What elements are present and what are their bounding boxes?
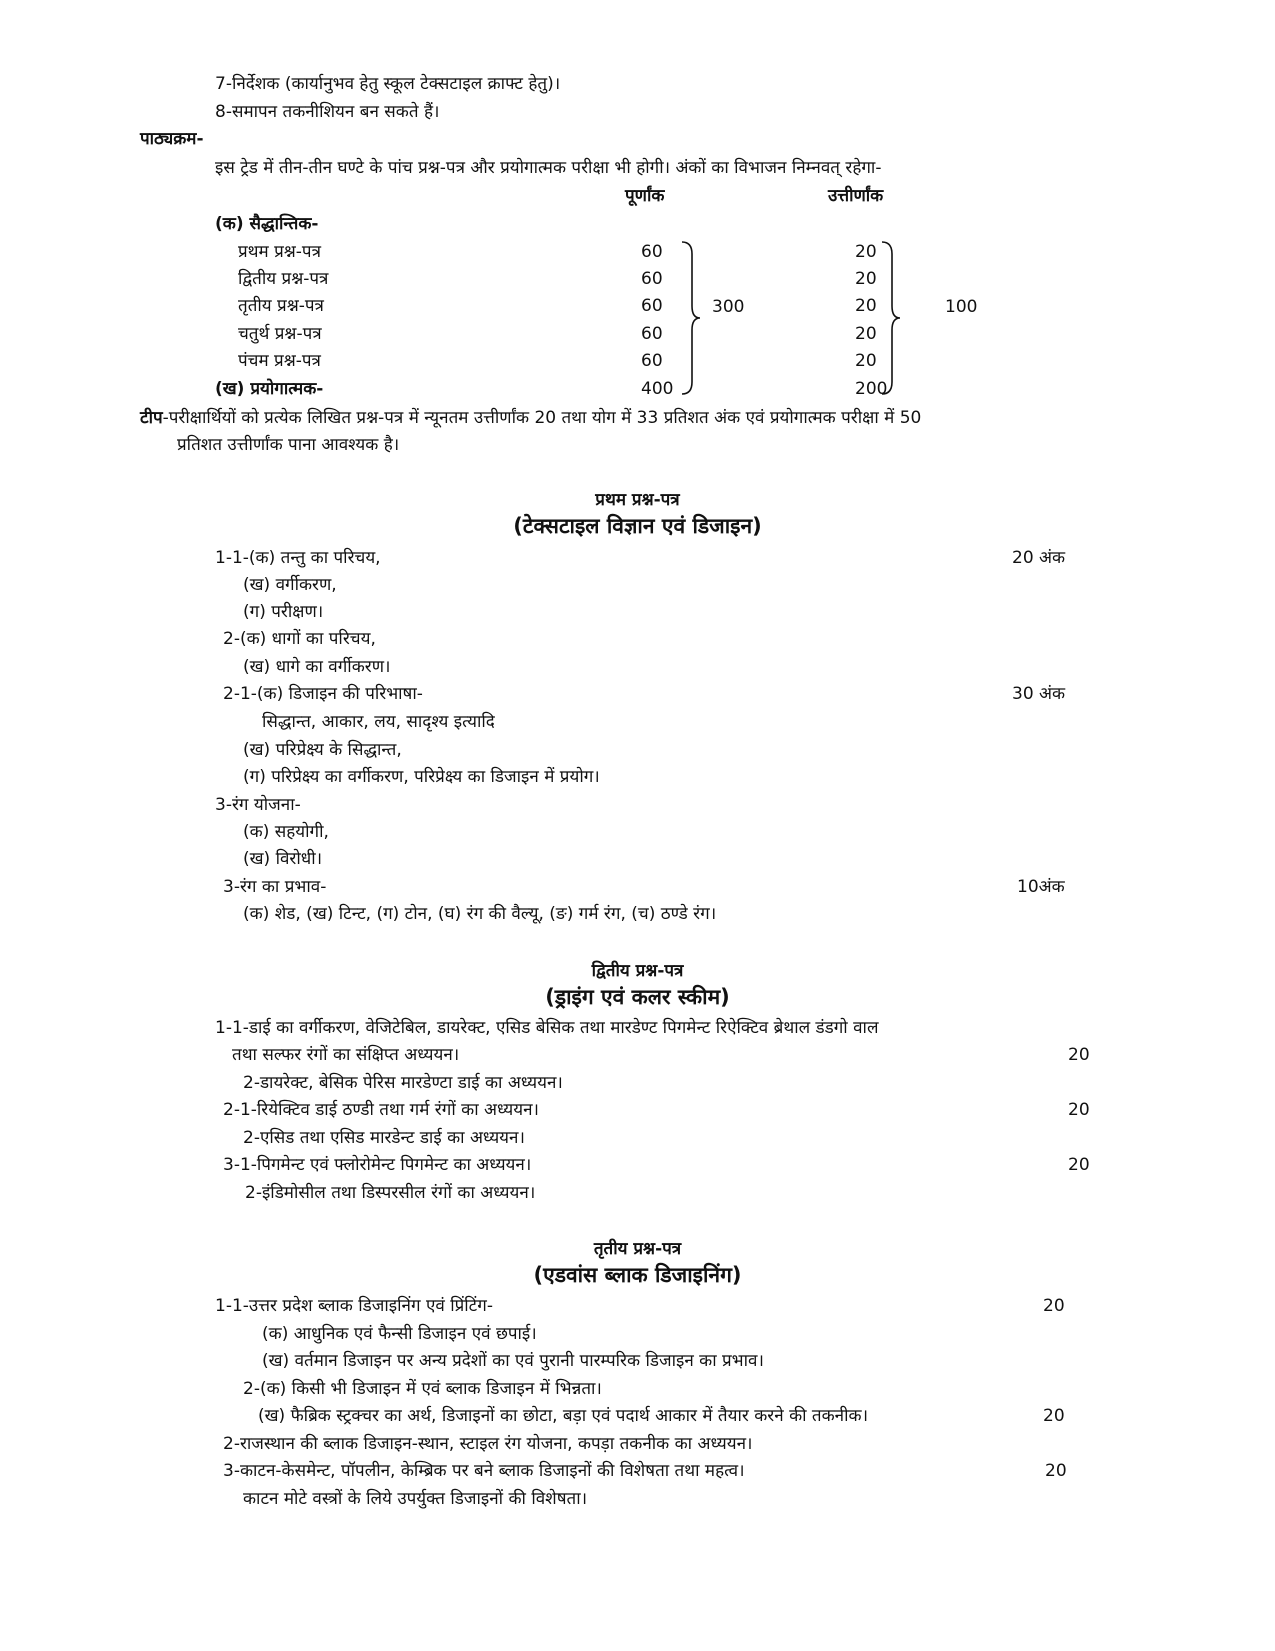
paper-3-line: (ख) वर्तमान डिजाइन पर अन्य प्रदेशों का एवं पुरानी पारम्परिक डिजाइन का प्रभाव।	[262, 1351, 764, 1371]
paper-row-pass: 20	[855, 242, 877, 262]
paper-row-name: तृतीय प्रश्न-पत्र	[238, 296, 324, 316]
practical-label: (ख) प्रयोगात्मक-	[215, 379, 324, 399]
theory-total-full: 300	[712, 297, 745, 317]
paper-1-marks: 30 अंक	[1012, 684, 1066, 704]
paper-1-line: सिद्धान्त, आकार, लय, सादृश्य इत्यादि	[262, 712, 495, 732]
paper-row-pass: 20	[855, 296, 877, 316]
paper-1-line: 2-1-(क) डिजाइन की परिभाषा-	[223, 684, 423, 704]
theory-full-brace	[680, 240, 702, 396]
note-line-1	[140, 406, 921, 430]
intro-line-7: 7-निर्देशक (कार्यानुभव हेतु स्कूल टेक्सटाइल क्राफ्ट हेतु)।	[215, 74, 561, 94]
intro-line-8: 8-समापन तकनीशियन बन सकते हैं।	[215, 102, 440, 122]
paper-1-line: 3-रंग का प्रभाव-	[223, 877, 327, 897]
paper-1-subtitle: (टेक्सटाइल विज्ञान एवं डिजाइन)	[513, 514, 762, 538]
paper-3-line: (ख) फैब्रिक स्ट्रक्चर का अर्थ, डिजाइनों का छोटा, बड़ा एवं पदार्थ आकार में तैयार करने की तकनीक।	[258, 1406, 869, 1426]
paper-1-line: (ग) परीक्षण।	[243, 602, 324, 622]
paper-3-line: 3-काटन-केसमेन्ट, पॉपलीन, केम्ब्रिक पर बने ब्लाक डिजाइनों की विशेषता तथा महत्व।	[223, 1461, 745, 1481]
syllabus-description: इस ट्रेड में तीन-तीन घण्टे के पांच प्रश्न-पत्र और प्रयोगात्मक परीक्षा भी होगी। अंकों का विभाजन निम्नवत् रहेगा-	[215, 158, 882, 178]
paper-2-line: 2-डायरेक्ट, बेसिक पेरिस मारडेण्टा डाई का अध्ययन।	[243, 1073, 563, 1093]
paper-3-marks: 20	[1043, 1296, 1065, 1316]
paper-2-line: 2-इंडिमोसील तथा डिस्परसील रंगों का अध्ययन।	[245, 1183, 536, 1203]
paper-2-marks: 20	[1068, 1045, 1090, 1065]
paper-1-line: (ग) परिप्रेक्ष्य का वर्गीकरण, परिप्रेक्ष्य का डिजाइन में प्रयोग।	[243, 767, 600, 787]
paper-2-subtitle: (ड्राइंग एवं कलर स्कीम)	[545, 985, 730, 1009]
paper-3-marks: 20	[1045, 1461, 1067, 1481]
paper-row-name: पंचम प्रश्न-पत्र	[238, 351, 321, 371]
column-pass-marks: उत्तीर्णांक	[828, 186, 884, 206]
paper-1-marks: 20 अंक	[1012, 548, 1066, 568]
note-line-2: प्रतिशत उत्तीर्णांक पाना आवश्यक है।	[177, 435, 400, 455]
paper-3-line: (क) आधुनिक एवं फैन्सी डिजाइन एवं छपाई।	[262, 1324, 537, 1344]
paper-2-line: 1-1-डाई का वर्गीकरण, वेजिटेबिल, डायरेक्ट, एसिड बेसिक तथा मारडेण्ट पिगमेन्ट रिऐक्टिव ब्रेथाल डंडगो वाल	[215, 1018, 879, 1038]
paper-3-line: 1-1-उत्तर प्रदेश ब्लाक डिजाइनिंग एवं प्रिंटिंग-	[215, 1296, 493, 1316]
paper-row-name: द्वितीय प्रश्न-पत्र	[238, 269, 329, 289]
paper-2-line: 3-1-पिगमेन्ट एवं फ्लोरोमेन्ट पिगमेन्ट का अध्ययन।	[223, 1155, 532, 1175]
paper-row-full: 60	[641, 351, 663, 371]
paper-1-line: (ख) विरोधी।	[243, 849, 323, 869]
paper-2-marks: 20	[1068, 1100, 1090, 1120]
paper-3-subtitle: (एडवांस ब्लाक डिजाइनिंग)	[533, 1263, 742, 1287]
paper-1-line: (क) शेड, (ख) टिन्ट, (ग) टोन, (घ) रंग की वैल्यू, (ङ) गर्म रंग, (च) ठण्डे रंग।	[243, 904, 717, 924]
paper-3-line: 2-राजस्थान की ब्लाक डिजाइन-स्थान, स्टाइल रंग योजना, कपड़ा तकनीक का अध्ययन।	[223, 1434, 753, 1454]
paper-row-full: 60	[641, 324, 663, 344]
paper-3-line: 2-(क) किसी भी डिजाइन में एवं ब्लाक डिजाइन में भिन्नता।	[243, 1379, 602, 1399]
paper-1-title: प्रथम प्रश्न-पत्र	[595, 490, 680, 510]
paper-1-line: (ख) वर्गीकरण,	[243, 575, 337, 595]
theory-label: (क) सैद्धान्तिक-	[215, 214, 319, 234]
column-full-marks: पूर्णांक	[625, 186, 665, 206]
paper-row-full: 60	[641, 242, 663, 262]
paper-1-line: (क) सहयोगी,	[243, 822, 329, 842]
note-text: -परीक्षार्थियों को प्रत्येक लिखित प्रश्न-पत्र में न्यूनतम उत्तीर्णांक 20 तथा योग में 33 प्रतिशत अंक एवं प्रयोगात्मक परीक्षा में 50	[162, 408, 922, 428]
theory-pass-brace	[880, 240, 902, 396]
paper-row-pass: 20	[855, 324, 877, 344]
paper-1-line: (ख) परिप्रेक्ष्य के सिद्धान्त,	[243, 740, 402, 760]
paper-2-title: द्वितीय प्रश्न-पत्र	[591, 961, 684, 981]
paper-row-name: प्रथम प्रश्न-पत्र	[238, 242, 321, 262]
practical-full-marks: 400	[641, 379, 674, 399]
paper-1-line: 2-(क) धागों का परिचय,	[223, 629, 376, 649]
paper-2-marks: 20	[1068, 1155, 1090, 1175]
paper-row-pass: 20	[855, 269, 877, 289]
paper-row-full: 60	[641, 269, 663, 289]
practical-pass-marks: 200	[855, 379, 888, 399]
paper-row-pass: 20	[855, 351, 877, 371]
paper-3-marks: 20	[1043, 1406, 1065, 1426]
paper-3-title: तृतीय प्रश्न-पत्र	[593, 1239, 682, 1259]
paper-1-line: (ख) धागे का वर्गीकरण।	[243, 657, 391, 677]
theory-total-pass: 100	[945, 297, 978, 317]
note-label: टीप	[140, 408, 163, 428]
paper-row-name: चतुर्थ प्रश्न-पत्र	[238, 324, 322, 344]
paper-row-full: 60	[641, 296, 663, 316]
paper-2-line: 2-1-रियेक्टिव डाई ठण्डी तथा गर्म रंगों का अध्ययन।	[223, 1100, 539, 1120]
paper-1-line: 3-रंग योजना-	[215, 795, 301, 815]
paper-1-marks: 10अंक	[1017, 877, 1065, 897]
paper-2-line: 2-एसिड तथा एसिड मारडेन्ट डाई का अध्ययन।	[243, 1128, 525, 1148]
syllabus-heading: पाठ्यक्रम-	[140, 129, 204, 149]
paper-1-line: 1-1-(क) तन्तु का परिचय,	[215, 548, 381, 568]
paper-3-line: काटन मोटे वस्त्रों के लिये उपर्युक्त डिजाइनों की विशेषता।	[243, 1489, 588, 1509]
paper-2-line: तथा सल्फर रंगों का संक्षिप्त अध्ययन।	[232, 1045, 460, 1065]
